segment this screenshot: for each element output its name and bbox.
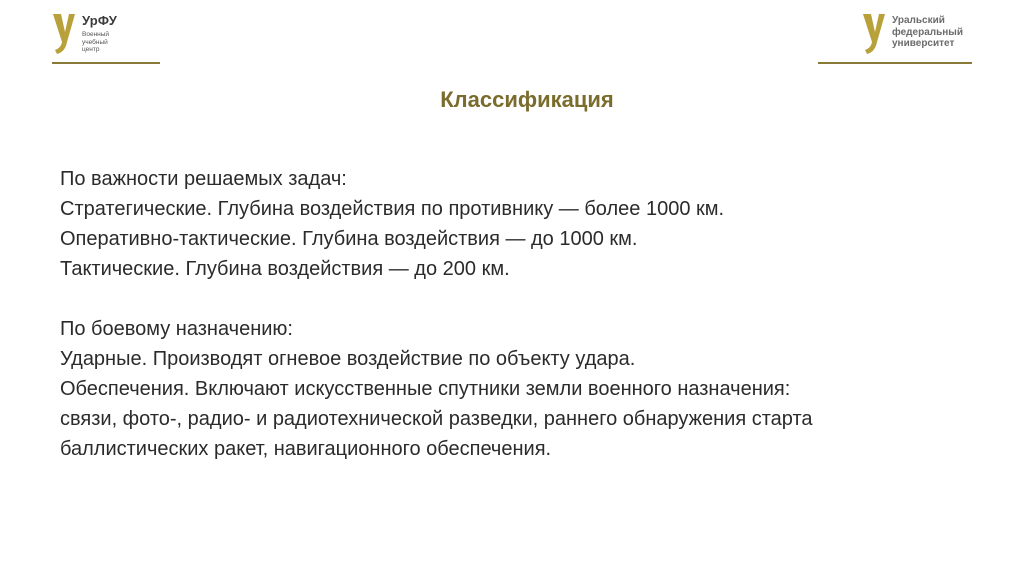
body-line: Оперативно-тактические. Глубина воздействия — до 1000 км. [60, 228, 638, 250]
logo-left-subtitle-line: центр [82, 46, 100, 53]
ural-federal-university-logo [862, 12, 982, 60]
logo-right-name [892, 15, 984, 50]
urfu-military-center-logo [52, 12, 172, 60]
logo-right-name-line: федеральный [892, 26, 963, 38]
header-rule-left [52, 62, 160, 64]
logo-left-title: УрФУ [82, 13, 118, 28]
slide-title: Классификация [440, 87, 614, 112]
paragraph-spacer [60, 284, 960, 314]
body-line: Тактические. Глубина воздействия — до 200 км. [60, 258, 510, 280]
logo-left-subtitle-line: Военный [82, 31, 110, 38]
body-line: Стратегические. Глубина воздействия по противнику — более 1000 км. [60, 198, 725, 220]
logo-left-subtitle-line: учебный [82, 38, 108, 46]
body-line: баллистических ракет, навигационного обеспечения. [60, 438, 552, 460]
body-line: Обеспечения. Включают искусственные спутники земли военного назначения: [60, 378, 791, 400]
header-rule-right [818, 62, 972, 64]
slide-body [60, 164, 960, 464]
logo-right-name-line: университет [892, 38, 955, 49]
logo-left-subtitle [82, 31, 142, 54]
body-line: Ударные. Производят огневое воздействие по объекту удара. [60, 348, 636, 370]
urfu-logo-icon [862, 12, 886, 56]
logo-right-name-line: Уральский [892, 15, 945, 26]
paragraph-heading: По боевому назначению: [60, 318, 293, 340]
slide-header [0, 0, 1024, 70]
body-line: связи, фото-, радио- и радиотехнической разведки, раннего обнаружения старта [60, 408, 813, 430]
urfu-logo-icon [52, 12, 76, 56]
paragraph-heading: По важности решаемых задач: [60, 168, 347, 190]
